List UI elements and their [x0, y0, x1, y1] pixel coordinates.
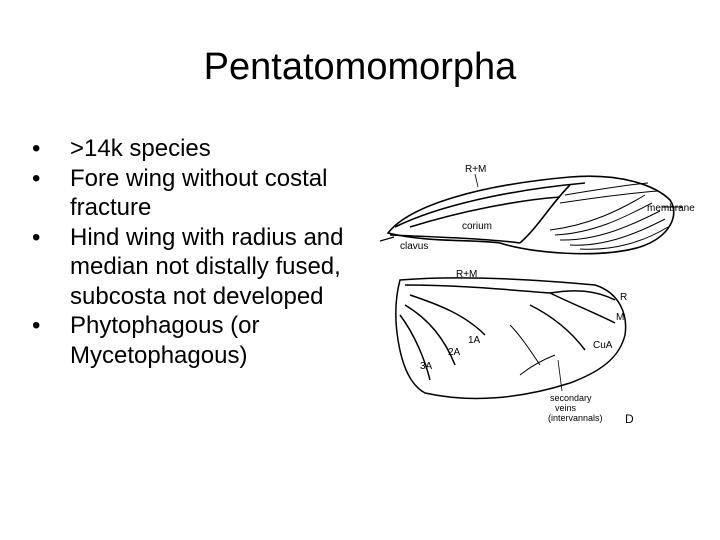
hind-wing-rm-vein: [405, 285, 550, 293]
bullet-dot: •: [32, 223, 41, 251]
bullet-item: [32, 134, 372, 164]
bullet-dot: •: [32, 164, 41, 192]
hindwing-label-2a: 2A: [448, 347, 461, 358]
hindwing-label-1a: 1A: [468, 335, 481, 346]
fore-wing-outline: [388, 176, 674, 253]
hindwing-label-cua: CuA: [593, 340, 613, 351]
hind-wing-m-vein: [550, 293, 615, 323]
clavus-tip: [380, 237, 394, 241]
bullet-text: Phytophagous (or Mycetophagous): [70, 312, 260, 369]
hindwing-label-m: M: [616, 312, 625, 323]
hind-wing: [396, 278, 626, 399]
bullet-dot: •: [32, 312, 41, 339]
forewing-rm-leader: [475, 174, 478, 187]
hindwing-label-secondary: secondary: [550, 393, 592, 403]
membrane-vein: [555, 203, 652, 235]
hindwing-label-intervannals: (intervannals): [548, 413, 603, 423]
forewing-label-corium: corium: [462, 221, 493, 232]
bullet-list: [32, 134, 372, 370]
hindwing-label-r: R: [620, 292, 628, 303]
bullet-item: [32, 223, 372, 312]
membrane-vein: [560, 191, 658, 203]
hind-wing-outline: [396, 278, 626, 399]
hindwing-label-rm: R+M: [456, 269, 478, 280]
bullet-text: >14k species: [70, 135, 211, 162]
bullet-text: Fore wing without costal fracture: [70, 164, 328, 221]
bullet-item: [32, 311, 372, 370]
wing-venation-figure: [370, 155, 700, 435]
hindwing-label-3a: 3A: [420, 361, 433, 372]
forewing-label-clavus: clavus: [400, 241, 429, 252]
forewing-label-membrane: membrane: [647, 203, 695, 214]
membrane-vein: [580, 227, 668, 249]
panel-label: D: [625, 412, 634, 426]
bullet-dot: •: [32, 135, 41, 162]
bullet-item: [32, 164, 372, 223]
bullet-text: Hind wing with radius and median not distally fused, subcosta not developed: [70, 223, 344, 310]
forewing-label-rm: R+M: [465, 164, 487, 175]
hind-wing-1a-vein: [410, 295, 485, 335]
hind-wing-r-vein: [550, 291, 615, 300]
secondary-vein: [510, 325, 540, 365]
hindwing-label-veins: veins: [555, 403, 577, 413]
secondary-vein: [520, 355, 555, 375]
slide-title: Pentatomomorpha: [203, 46, 517, 88]
hind-wing-cua-vein: [530, 305, 585, 350]
